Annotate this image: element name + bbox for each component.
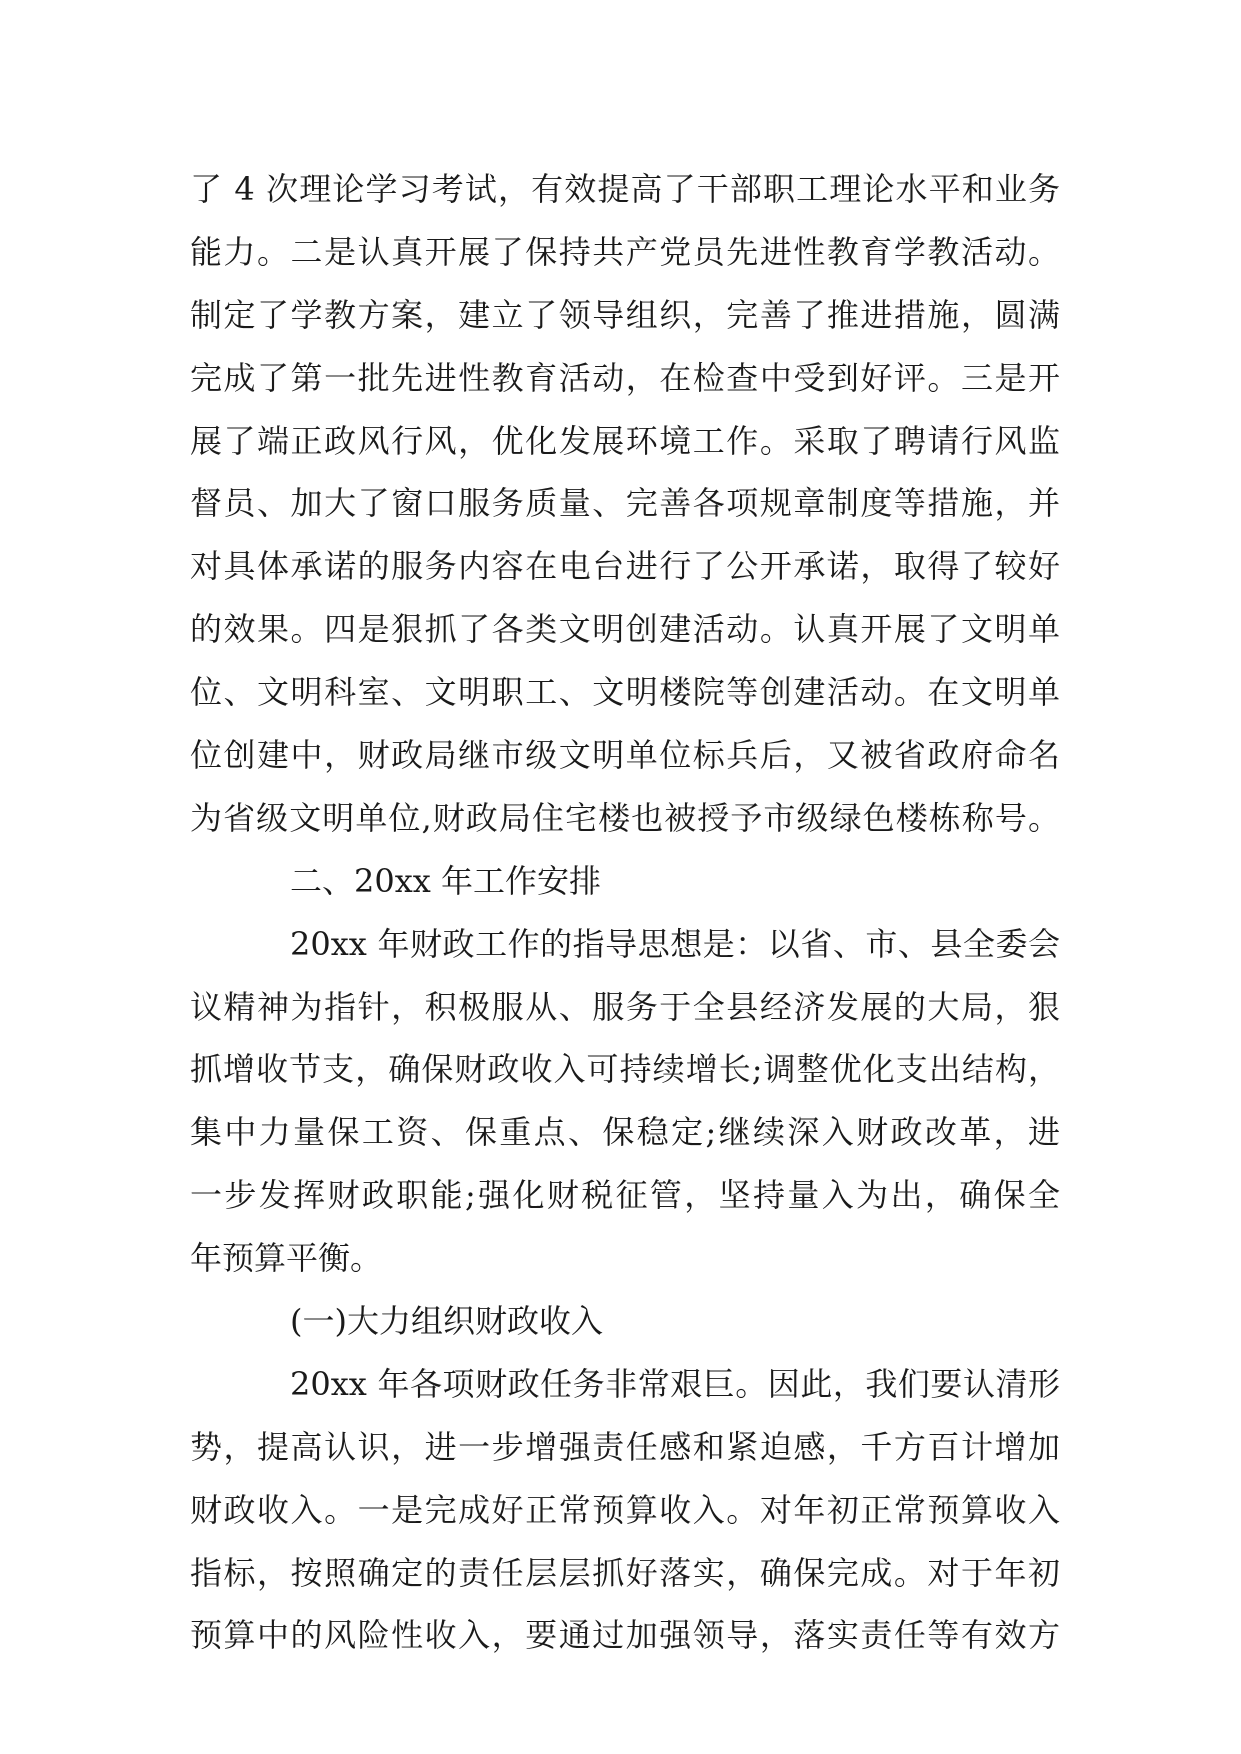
- paragraph-first-line: 20xx 年财政工作的指导思想是：以省、市、县全委会: [290, 924, 1060, 963]
- text-line: 集中力量保工资、保重点、保稳定;继续深入财政改革，进: [190, 1113, 1060, 1152]
- text-line: 年预算平衡。: [190, 1239, 383, 1278]
- text-line: 抓增收节支，确保财政收入可持续增长;调整优化支出结构，: [190, 1050, 1060, 1089]
- body-text: [190, 158, 1060, 1667]
- text-line: 预算中的风险性收入，要通过加强领导，落实责任等有效方: [190, 1616, 1060, 1655]
- text-line: 督员、加大了窗口服务质量、完善各项规章制度等措施，并: [190, 484, 1060, 523]
- text-line: 为省级文明单位,财政局住宅楼也被授予市级绿色楼栋称号。: [190, 798, 1060, 837]
- section-heading: 二、20xx 年工作安排: [290, 861, 601, 900]
- text-line: 对具体承诺的服务内容在电台进行了公开承诺，取得了较好: [190, 547, 1060, 586]
- text-line: 议精神为指针，积极服从、服务于全县经济发展的大局，狠: [190, 987, 1060, 1026]
- text-line: 了 4 次理论学习考试，有效提高了干部职工理论水平和业务: [190, 170, 1060, 208]
- text-line: 完成了第一批先进性教育活动，在检查中受到好评。三是开: [190, 358, 1060, 397]
- text-line: 展了端正政风行风，优化发展环境工作。采取了聘请行风监: [190, 421, 1060, 460]
- text-line: 制定了学教方案，建立了领导组织，完善了推进措施，圆满: [190, 295, 1060, 334]
- text-line: 财政收入。一是完成好正常预算收入。对年初正常预算收入: [190, 1490, 1060, 1529]
- text-line: 的效果。四是狠抓了各类文明创建活动。认真开展了文明单: [190, 610, 1060, 649]
- text-line: 指标，按照确定的责任层层抓好落实，确保完成。对于年初: [190, 1553, 1060, 1592]
- text-line: 一步发挥财政职能;强化财税征管，坚持量入为出，确保全: [190, 1176, 1060, 1215]
- text-line: 势，提高认识，进一步增强责任感和紧迫感，千方百计增加: [190, 1427, 1060, 1466]
- text-line: 位创建中，财政局继市级文明单位标兵后，又被省政府命名: [190, 736, 1060, 775]
- text-line: 位、文明科室、文明职工、文明楼院等创建活动。在文明单: [190, 673, 1060, 712]
- text-line: 能力。二是认真开展了保持共产党员先进性教育学教活动。: [190, 232, 1060, 271]
- paragraph-first-line: 20xx 年各项财政任务非常艰巨。因此，我们要认清形: [290, 1364, 1060, 1403]
- subsection-heading: (一)大力组织财政收入: [290, 1302, 603, 1341]
